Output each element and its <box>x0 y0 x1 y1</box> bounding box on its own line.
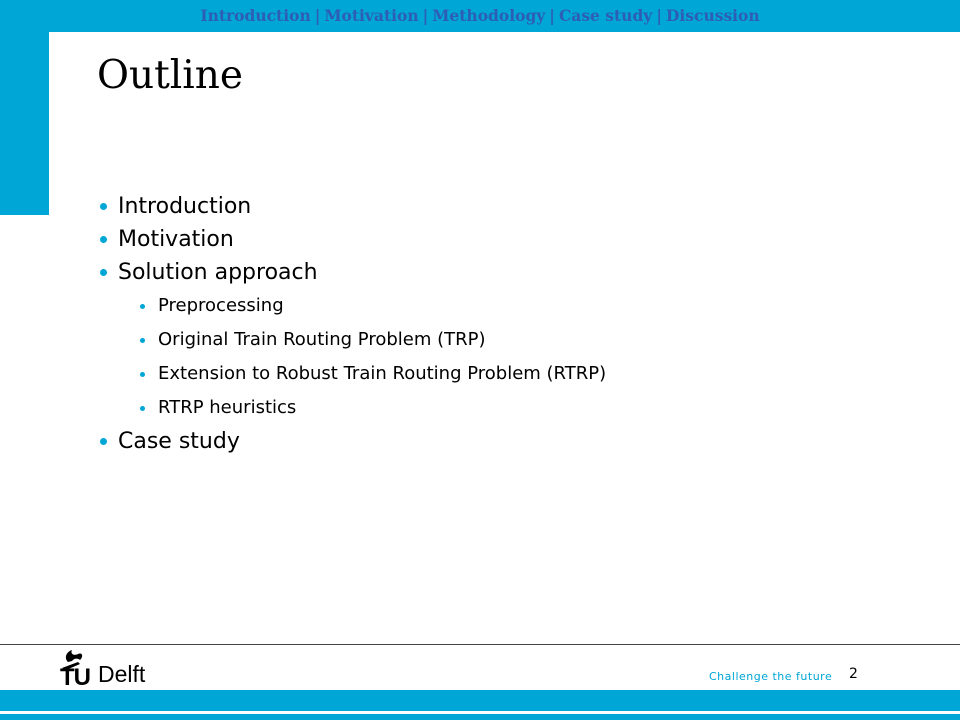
bullet-icon <box>140 338 145 343</box>
outline-subitem-label: Extension to Robust Train Routing Problem (RTRP) <box>158 363 607 384</box>
outline-subitem-heuristics <box>100 391 606 425</box>
logo-letters: TU <box>60 664 90 690</box>
outline-item-case-study <box>100 425 606 458</box>
outline-item-introduction <box>100 190 606 223</box>
bullet-icon <box>100 438 107 445</box>
nav-item-motivation[interactable]: Motivation <box>324 6 419 25</box>
outline-item-motivation <box>100 223 606 256</box>
tagline: Challenge the future <box>709 670 833 683</box>
nav-item-methodology[interactable]: Methodology <box>432 6 546 25</box>
outline-item-label: Introduction <box>118 194 252 219</box>
top-nav <box>0 0 960 32</box>
bullet-icon <box>140 372 145 377</box>
footer-divider <box>0 644 960 645</box>
outline-item-solution-approach <box>100 256 606 289</box>
nav-item-case-study[interactable]: Case study <box>558 6 653 25</box>
flame-icon <box>66 650 82 662</box>
outline-sublist <box>100 289 606 425</box>
bullet-icon <box>100 236 107 243</box>
nav-separator: | <box>656 6 662 25</box>
nav-separator: | <box>422 6 429 25</box>
bullet-icon <box>140 304 145 309</box>
outline-subitem-rtrp <box>100 357 606 391</box>
bottom-accent-band <box>0 690 960 720</box>
outline-item-label: Solution approach <box>118 260 318 285</box>
page-number: 2 <box>849 666 858 682</box>
nav-item-discussion[interactable]: Discussion <box>665 6 760 25</box>
outline-subitem-label: Preprocessing <box>158 295 284 316</box>
nav-separator: | <box>549 6 555 25</box>
left-accent-bar <box>0 32 49 215</box>
bottom-stripe <box>0 711 960 714</box>
nav-separator: | <box>314 6 321 25</box>
logo-word: Delft <box>98 661 146 687</box>
outline-subitem-trp <box>100 323 606 357</box>
bullet-icon <box>140 406 145 411</box>
outline-subitem-label: Original Train Routing Problem (TRP) <box>158 329 486 350</box>
outline-subitem-preprocessing <box>100 289 606 323</box>
outline-sublist-wrapper <box>100 289 606 425</box>
nav-item-introduction[interactable]: Introduction <box>200 6 311 25</box>
bullet-icon <box>100 203 107 210</box>
outline-item-label: Motivation <box>118 227 234 252</box>
outline-subitem-label: RTRP heuristics <box>158 397 297 418</box>
slide-title: Outline <box>97 53 243 98</box>
outline-item-label: Case study <box>118 429 240 454</box>
bullet-icon <box>100 269 107 276</box>
outline-list <box>100 190 606 458</box>
